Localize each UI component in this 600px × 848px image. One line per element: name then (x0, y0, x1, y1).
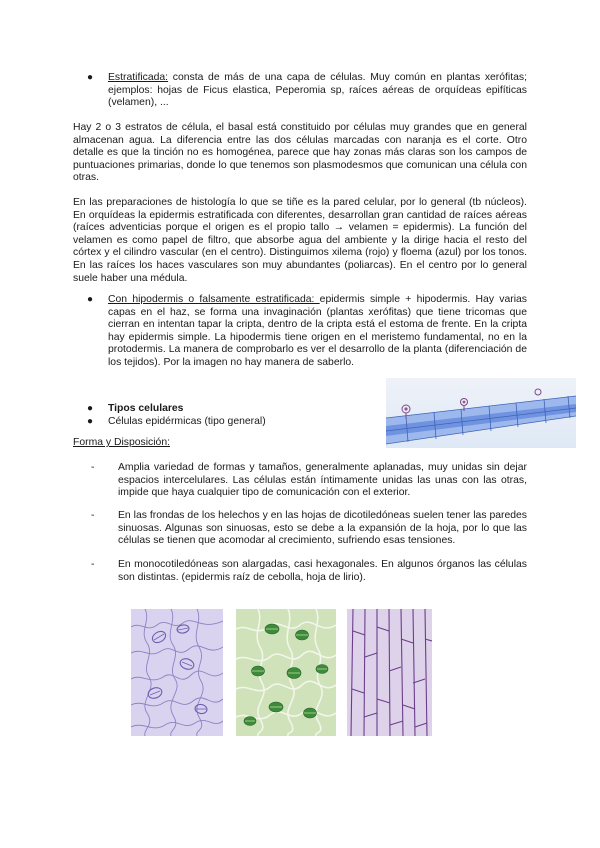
bullet-estratificada (89, 72, 527, 110)
bullet-marker: ● (87, 403, 94, 414)
term-estratificada: Estratificada: (108, 72, 169, 83)
paragraph-histologia: En las preparaciones de histología lo que se tiñe es la pared celular, por lo general (tb núcleos). En orquídeas la epidermis estratificada con diferentes, desarrollan gran cantidad de raíces aéreas (raíces adventicias porque el origen es el propio tallo → velamen = epidermis). La función del velamen es como papel de filtro, que absorbe agua del ambiente y la dirige hacia el resto del córtex y el cilindro vascular (en el centro). Distinguimos xilema (rojo) y floema (azul) por los tonos. En las raíces los haces vasculares son muy abundantes (poliarcas). En el centro por lo general suele haber una médula. (73, 197, 527, 284)
dash-text: En monocotiledóneas son alargadas, casi hexagonales. En algunos órganos las células son distintas. (epidermis raíz de cebolla, hoja de lirio). (118, 559, 527, 583)
bullet-text: Células epidérmicas (tipo general) (108, 416, 266, 427)
dash-text: En las frondas de los helechos y en las hojas de dicotiledóneas suelen tener las paredes sinuosas. Algunas son sinuosas, esto se debe a la expansión de la hoja, por lo que las células se tienen que acomodar al crecimiento, sufriendo esas tensiones. (118, 510, 527, 547)
bullet-tipos-celulares (89, 403, 379, 416)
bullet-celulas-epidermicas (89, 416, 379, 429)
dash-marker: - (91, 559, 95, 570)
bullet-hipodermis (89, 294, 527, 370)
heading-forma-disposicion: Forma y Disposición: (73, 437, 171, 448)
dash-marker: - (91, 462, 95, 473)
dash-item-forma (91, 462, 527, 500)
bullet-marker: ● (87, 72, 94, 83)
bullet-text: epidermis simple + hipodermis. Hay varias capas en el haz, se forma una invaginación (plantas xerófitas) que tiene tricomas que cierran en intentan tapar la cripta, dentro de la cripta está el estoma de frente. En la cripta hay epidermis simple. La hipodermis tiene origen en el meristemo fundamental, no en la protodermis. La manera de comprobarlo es ver el desarrollo de la planta (diferenciación de los tejidos). Por la imagen no hay manera de saberlo. (108, 294, 527, 368)
term-hipodermis: Con hipodermis o falsamente estratificada: (108, 294, 320, 305)
bullet-text: consta de más de una capa de células. Muy común en plantas xerófitas; ejemplos: hojas de Ficus elastica, Peperomia sp, raíces aéreas de orquídeas epifíticas (velamen), ... (108, 72, 527, 109)
dash-item-monocotiledoneas (91, 559, 527, 584)
dash-marker: - (91, 510, 95, 521)
bullet-marker: ● (87, 416, 94, 427)
dash-item-helechos (91, 510, 527, 548)
heading-tipos-celulares: Tipos celulares (108, 403, 184, 414)
dash-text: Amplia variedad de formas y tamaños, generalmente aplanadas, muy unidas sin dejar espacios intercelulares. Las células están íntimamente unidas las unas con las otras, impide que haya cualquier tipo de comunicación con el exterior. (118, 462, 527, 499)
paragraph-estratos: Hay 2 o 3 estratos de célula, el basal está constituido por células muy grandes que en general almacenan agua. La diferencia entre las dos células marcadas con naranja es el corte. Otro detalle es que la tinción no es homogénea, parece que hay zonas más claras son los campos de puntuaciones primarias, donde lo que tenemos son plasmodesmos que comunican una célula con otras. (73, 122, 527, 184)
micrograph-onion-epidermis (347, 609, 432, 736)
micrograph-sinuous-purple (131, 609, 223, 736)
micrograph-sinuous-green (236, 609, 336, 736)
micrograph-velamen (386, 378, 576, 448)
bullet-marker: ● (87, 294, 94, 305)
